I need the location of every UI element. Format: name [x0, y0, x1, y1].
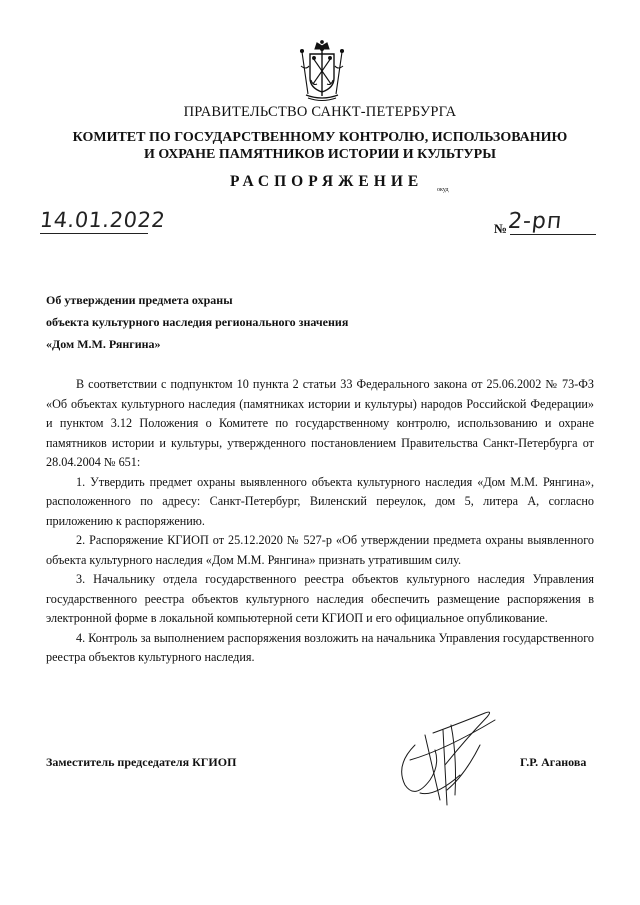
number-underline [510, 234, 596, 235]
subject-line2: объекта культурного наследия регионального значения [46, 315, 349, 329]
item-1-paragraph: 1. Утвердить предмет охраны выявленного объекта культурного наследия «Дом М.М. Рянгина», расположенного по адресу: Санкт-Петербург, Виленский переулок, дом 5, литера А, согласно приложению к распоряжению. [46, 474, 594, 528]
subject-line1: Об утверждении предмета охраны [46, 293, 233, 307]
item-2-paragraph: 2. Распоряжение КГИОП от 25.12.2020 № 527-р «Об утверждении предмета охраны выявленного объекта культурного наследия «Дом М.М. Рянгина» признать утратившим силу. [46, 533, 594, 567]
date-underline [40, 233, 148, 234]
item-4-paragraph: 4. Контроль за выполнением распоряжения возложить на начальника Управления государственного реестра объектов культурного наследия. [46, 630, 594, 664]
signer-role: Заместитель председателя КГИОП [46, 755, 237, 769]
document-number: 2-рп [506, 209, 564, 234]
committee-title-line2: И ОХРАНЕ ПАМЯТНИКОВ ИСТОРИИ И КУЛЬТУРЫ [144, 147, 496, 162]
government-title: ПРАВИТЕЛЬСТВО САНКТ-ПЕТЕРБУРГА [183, 104, 457, 120]
handwritten-signature-icon [385, 705, 505, 810]
subject-line3: «Дом М.М. Рянгина» [46, 337, 161, 351]
document-subject [46, 289, 348, 355]
committee-title [0, 129, 640, 163]
signer-name: Г.Р. Аганова [520, 755, 587, 769]
document-date: 14.01.2022 [38, 208, 167, 232]
committee-title-line1: КОМИТЕТ ПО ГОСУДАРСТВЕННОМУ КОНТРОЛЮ, ИСПОЛЬЗОВАНИЮ [72, 130, 568, 145]
okud-label: окуд [437, 187, 449, 193]
document-body [46, 375, 594, 668]
preamble-paragraph: В соответствии с подпунктом 10 пункта 2 статьи 33 Федерального закона от 25.06.2002 № 73-ФЗ «Об объектах культурного наследия (памятниках истории и культуры) народов Российской Федерации» и пунктом 3.12 Положения о Комитете по государственному контролю, использованию и охране памятников истории и культуры, утвержденного постановлением Правительства Санкт-Петербурга от 28.04.2004 № 651: [46, 377, 594, 469]
item-3-paragraph: 3. Начальнику отдела государственного реестра объектов культурного наследия Управления государственного реестра объектов культурного наследия обеспечить размещение распоряжения в электронной форме в локальной компьютерной сети КГИОП и его официальное опубликование. [46, 572, 594, 625]
coat-of-arms-icon [296, 40, 348, 102]
document-type-title: РАСПОРЯЖЕНИЕ [230, 173, 424, 190]
number-sign: № [494, 221, 508, 236]
